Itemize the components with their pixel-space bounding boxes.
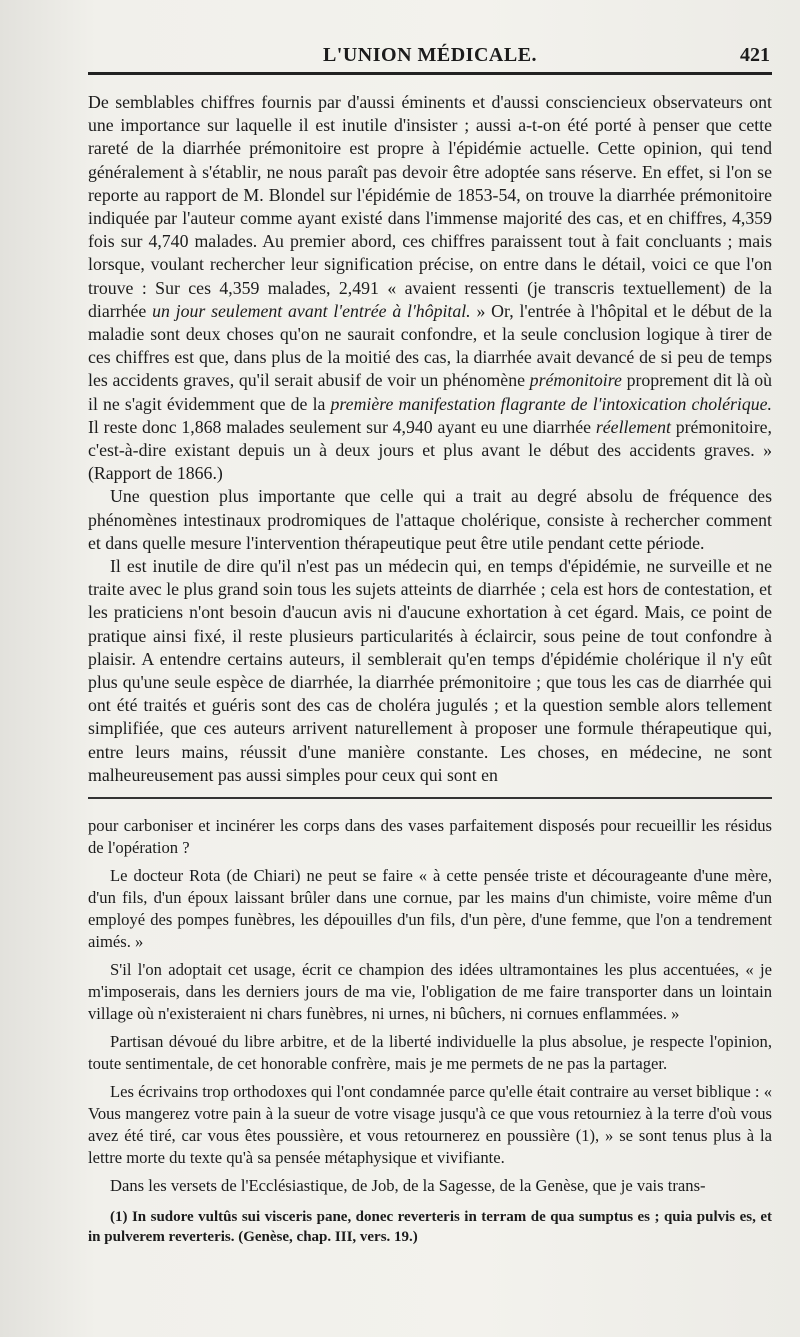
- text-run: » Or, l'entrée à l'hôpital et le début de la maladie sont deux choses qu'on ne saurait confondre, et la seule conclusion logique à tirer de ces chiffres est que, dans plus de la moitié des cas, la diarrhée avait devancé de si peu de temps les accidents graves, qu'il serait abusif de voir un phénomène: [88, 300, 772, 391]
- paragraph: Dans les versets de l'Ecclésiastique, de Job, de la Sagesse, de la Genèse, que je vais trans-: [110, 1176, 706, 1196]
- text-run: prémonitoire, c'est-à-dire existant depuis un à deux jours et plus avant le début des accidents graves. » (Rapport de 1866.): [88, 416, 772, 484]
- paragraph: Une question plus importante que celle qui a trait au degré absolu de fréquence des phénomènes intestinaux prodromiques de l'attaque cholérique, consiste à rechercher comment et dans quelle mesure l'intervention thérapeutique peut être utile pendant cette période.: [88, 486, 772, 553]
- text-run: De semblables chiffres fournis par d'aussi éminents et d'aussi consciencieux observateurs ont une importance sur laquelle il est inutile d'insister ; aussi a-t-on été porté à penser que cette rareté de la diarrhée prémonitoire est propre à l'épidémie actuelle. Cette opinion, qui tend généralement à s'établir, ne nous paraît pas devoir être adoptée sans réserve. En effet, si l'on se reporte au rapport de M. Blondel sur l'épidémie de 1853-54, on trouve la diarrhée prémonitoire indiquée par l'auteur comme ayant existé dans l'immense majorité des cas, et en chiffres, 4,359 fois sur 4,740 malades. Au premier abord, ces chiffres paraissent tout à fait concluants ; mais lorsque, voulant rechercher leur signification précise, on entre dans le détail, voici ce que l'on trouve : Sur ces 4,359 malades, 2,491 « avaient ressenti (je transcris textuellement) de la diarrhée: [88, 92, 772, 321]
- paragraph: Les écrivains trop orthodoxes qui l'ont condamnée parce qu'elle était contraire au verset biblique : « Vous mangerez votre pain à la sueur de votre visage jusqu'à ce que vous retourniez à la terre d'où vous avez été tiré, car vous êtes poussière, et vous retournerez en poussière (1), » se sont tenus plus à la lettre morte du texte qu'à sa pensée métaphysique et vivifiante.: [88, 1082, 772, 1168]
- italic-run: première manifestation flagrante de l'intoxication cholérique.: [330, 393, 772, 414]
- paragraph: S'il l'on adoptait cet usage, écrit ce champion des idées ultramontaines les plus accentuées, « je m'imposerais, dans les derniers jours de ma vie, l'obligation de me faire transporter dans un lointain village où n'existeraient ni chars funèbres, ni urnes, ni bûchers, ni cornues enflammées. »: [88, 960, 772, 1024]
- paragraph: [88, 91, 772, 485]
- footnote: (1) In sudore vultûs sui visceris pane, donec reverteris in terram de qua sumptus es ; quia pulvis es, et in pulverem reverteris. (Genèse, chap. III, vers. 19.): [88, 1209, 772, 1246]
- text-run: proprement dit là où il ne s'agit évidemment que de la: [88, 370, 772, 414]
- divider: [88, 797, 772, 799]
- running-header: [88, 38, 772, 75]
- paragraph: Le docteur Rota (de Chiari) ne peut se faire « à cette pensée triste et décourageante d'une mère, d'un fils, d'un époux laissant brûler dans une cornue, par les mains d'un chimiste, voire même d'un employé des pompes funèbres, les dépouilles d'un fils, d'un père, d'une femme, que l'on a tendrement aimés. »: [88, 866, 772, 952]
- journal-title: L'UNION MÉDICALE.: [322, 44, 538, 66]
- italic-run: prémonitoire: [529, 370, 622, 391]
- text-run: Il reste donc 1,868 malades seulement sur 4,940 ayant eu une diarrhée: [88, 416, 596, 437]
- paragraph: pour carboniser et incinérer les corps dans des vases parfaitement disposés pour recueillir les résidus de l'opération ?: [88, 816, 772, 858]
- main-text: [88, 91, 772, 787]
- italic-run: un jour seulement avant l'entrée à l'hôpital.: [152, 300, 471, 321]
- paragraph: Partisan dévoué du libre arbitre, et de la liberté individuelle la plus absolue, je respecte l'opinion, toute sentimentale, de cet honorable confrère, mais je me permets de ne pas la partager.: [88, 1032, 772, 1074]
- paragraph: Il est inutile de dire qu'il n'est pas un médecin qui, en temps d'épidémie, ne surveille et ne traite avec le plus grand soin tous les sujets atteints de diarrhée ; cela est hors de contestation, et les praticiens n'ont besoin d'aucun avis ni d'aucune exhortation à cet égard. Mais, ce point de pratique ainsi fixé, il reste plusieurs particularités à éclaircir, sous peine de tout confondre à plaisir. A entendre certains auteurs, il semblerait qu'en temps d'épidémie cholérique il n'y eût plus qu'une seule espèce de diarrhée, la diarrhée prémonitoire ; que tous les cas de diarrhée qui ont été traités et guéris sont des cas de choléra jugulés ; et la question semble alors tellement simplifiée, que ces auteurs arrivent naturellement à proposer une formule thérapeutique qui, entre leurs mains, réussit d'une manière constante. Les choses, en médecine, ne sont malheureusement pas aussi simples pour ceux qui sont en: [88, 556, 772, 785]
- page-number: 421: [740, 44, 770, 66]
- feuilleton-text: [88, 815, 772, 1197]
- italic-run: réellement: [595, 416, 671, 437]
